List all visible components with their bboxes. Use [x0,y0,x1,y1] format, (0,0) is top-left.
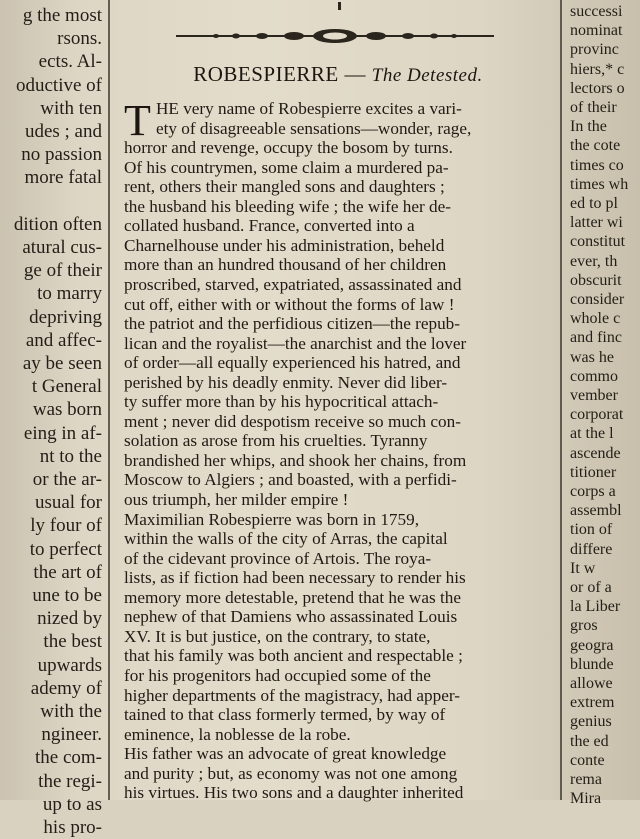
right-fragment-line: genius [570,713,612,731]
right-fragment-line: whole c [570,310,621,328]
left-fragment-line: nt to the [39,445,102,467]
top-tick-mark [338,2,341,10]
right-fragment-line: hiers,* c [570,60,625,78]
article-line: ous triumph, her milder empire ! [124,490,349,509]
article-line: that his family was both ancient and respectable ; [124,646,463,666]
article-line: cut off, either with or without the forms of law ! [124,294,455,314]
right-fragment-line: or of a [570,579,612,596]
left-fragment-line: g the most [22,5,102,26]
scroll-ornament-icon [176,24,494,48]
article-line: his virtues. His two sons and a daughter inherited [124,783,464,803]
left-fragment-line: t General [31,376,102,398]
article-line: eminence, la noblesse de la robe. [124,724,351,744]
left-fragment-line: with the [40,701,102,722]
right-fragment-line: In the [570,118,607,136]
left-fragment-line: oductive of [15,74,102,96]
article-line: HE very name of Robespierre excites a vari- [156,99,462,118]
article-line: proscribed, starved, expatriated, assassinated and [124,274,462,294]
left-fragment-line: ay be seen [22,353,102,374]
right-fragment-line: gros [570,617,598,635]
right-fragment-line: corporat [570,406,624,424]
headline-main: ROBESPIERRE — [193,62,367,86]
right-fragment-line: ascende [570,444,621,462]
article-line: collated husband. France, converted into a [124,216,415,236]
right-fragment-line: assembl [570,502,622,520]
left-fragment-line: no passion [21,144,102,166]
left-fragment-line: up to as [42,793,102,815]
right-fragment-line: times co [570,156,624,174]
left-fragment-line: une to be [32,585,102,606]
left-fragment-line: nized by [37,608,102,630]
drop-cap: T [124,96,151,145]
right-fragment-line: provinc [570,41,619,59]
right-fragment-line: latter wi [570,214,623,232]
left-fragment-line: to marry [37,283,102,305]
left-fragment-line: was born [32,399,102,421]
right-fragment-line: ed to pl [570,195,618,212]
right-fragment-line: the ed [570,732,609,750]
left-column-fragment [0,0,104,838]
right-fragment-line: conte [570,751,605,769]
right-fragment-line: constitut [570,233,626,251]
left-fragment-line: depriving [29,306,102,328]
left-fragment-line: ademy of [30,677,102,699]
right-fragment-line: commo [570,367,618,385]
column-rule-left [108,0,110,800]
article-line: perished by his deadly enmity. Never did liber- [124,372,448,392]
right-fragment-line: times wh [570,175,629,193]
right-fragment-line: obscurit [570,271,622,289]
article-line: Charnelhouse under his administration, beheld [124,235,445,255]
left-fragment-line: or the ar- [32,469,102,490]
left-fragment-line: the com- [34,747,102,769]
article-line: Of his countrymen, some claim a murdered pa- [124,157,449,177]
left-fragment-line: ngineer. [41,724,102,746]
right-column-fragment [566,0,640,808]
right-fragment-line: ever, th [570,252,618,270]
article-line: brandished her whips, and shook her chains, from [124,450,467,470]
article-line: the patriot and the perfidious citizen—the repub- [124,314,460,334]
left-fragment-line: more fatal [24,167,102,189]
left-fragment-line: to perfect [29,538,102,560]
left-fragment-line: udes ; and [24,121,102,142]
article-line: rent, others their mangled sons and daughters ; [124,177,445,197]
left-fragment-line: rsons. [57,28,102,50]
article-line: tained to that class formerly termed, by way of [124,705,446,725]
left-fragment-line: atural cus- [22,237,102,258]
right-fragment-line: geogra [570,636,614,654]
left-fragment-line: the regi- [38,770,102,792]
left-fragment-line: the best [43,631,102,653]
right-fragment-line: nominat [570,22,623,40]
article-line: higher departments of the magistracy, had apper- [124,685,460,705]
article-line: for his progenitors had occupied some of the [124,665,431,685]
right-fragment-line: extrem [570,694,615,712]
right-fragment-line: allowe [570,675,613,692]
article-line: of the cidevant province of Artois. The roya- [124,548,432,568]
article-line: ty suffer more than by his hypocritical attach- [124,392,439,412]
right-fragment-line: and finc [570,329,622,347]
right-fragment-line: at the l [570,425,614,443]
article-line: more than an hundred thousand of her children [124,255,447,275]
right-fragment-line: blunde [570,655,614,673]
left-fragment-line: upwards [37,654,102,676]
right-fragment-line: successi [570,3,623,20]
article-line: memory more detestable, pretend that he was the [124,587,461,607]
left-fragment-line: and affec- [25,329,102,351]
left-fragment-line: dition often [13,213,102,235]
article-line: within the walls of the city of Arras, the capital [124,529,448,549]
right-fragment-line: Mira [570,790,602,808]
right-fragment-line: titioner [570,463,617,481]
left-fragment-line: ects. Al- [38,51,102,73]
article-line: horror and revenge, occupy the bosom by turns. [124,138,453,158]
right-fragment-line: lectors o [570,79,625,97]
left-fragment-line: eing in af- [23,422,102,444]
left-fragment-line: the art of [33,561,102,583]
column-rule-right [560,0,562,800]
article-line: and purity ; but, as economy was not one among [124,763,458,783]
article-line: Maximilian Robespierre was born in 1759, [124,509,419,529]
right-fragment-line: tion of [570,521,613,539]
right-fragment-line: It w [570,559,596,577]
article-line: Moscow to Algiers ; and boasted, with a perfidi- [124,470,457,490]
right-fragment-line: the cote [570,137,621,155]
left-fragment-line: usual for [34,492,102,514]
right-fragment-line: of their [570,99,617,116]
right-fragment-line: was he [570,348,614,366]
article-line: XV. It is but justice, on the contrary, to state, [124,626,431,646]
article-line: His father was an advocate of great knowledge [124,744,447,764]
article-headline [118,62,558,87]
right-fragment-line: vember [570,387,618,404]
article-line: ety of disagreeable sensations—wonder, rage, [156,118,472,138]
article-line: nephew of that Damiens who assassinated Louis [124,607,458,627]
article-line: of order—all equally experienced his hatred, and [124,353,461,373]
left-fragment-line: with ten [40,97,102,119]
headline-italic: The Detested. [371,65,483,86]
article-line: lists, as if fiction had been necessary to render his [124,568,466,588]
left-fragment-line: his pro- [43,817,102,838]
right-fragment-line: consider [570,291,625,308]
right-fragment-line: rema [570,771,602,788]
right-fragment-line: la Liber [570,598,621,616]
right-fragment-line: corps a [570,483,616,500]
article-line: ment ; never did despotism receive so much con- [124,411,461,431]
article-line: lican and the royalist—the anarchist and the lover [124,333,467,353]
left-fragment-line: ge of their [23,260,102,282]
article-line: solation as arose from his cruelties. Tyranny [124,431,428,451]
right-fragment-line: differe [570,540,613,558]
left-fragment-line: ly four of [30,515,102,537]
article-line: the husband his bleeding wife ; the wife her de- [124,196,451,216]
